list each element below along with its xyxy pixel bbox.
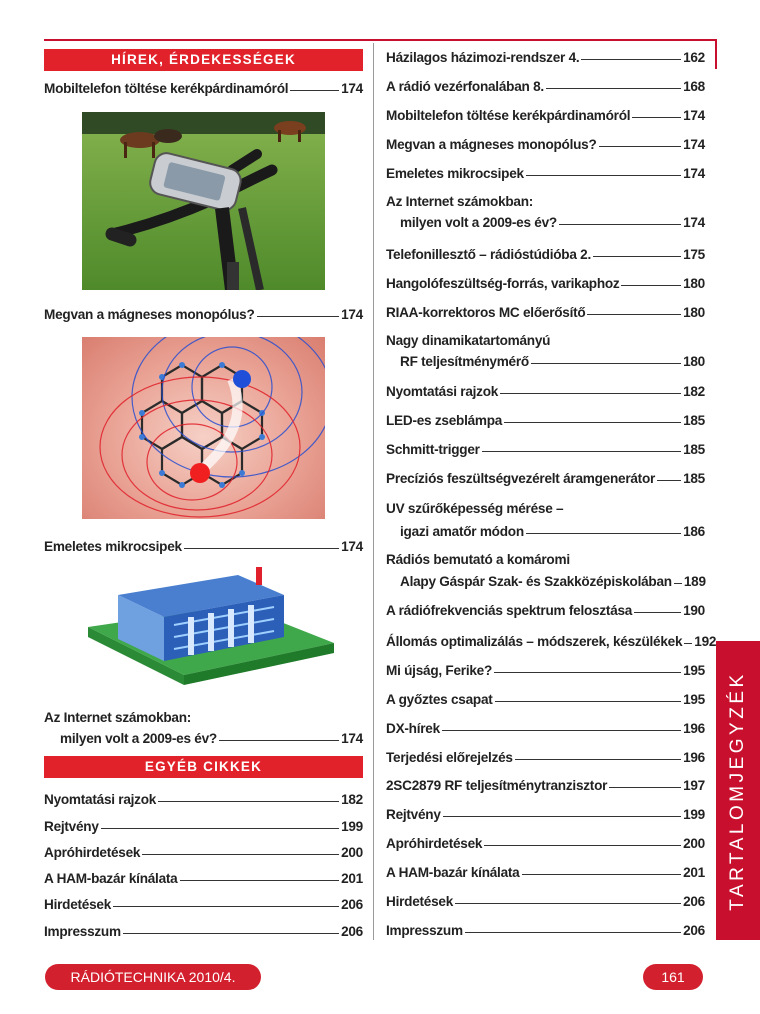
top-rule-corner xyxy=(715,39,717,69)
toc-entry[interactable]: A rádió vezérfonalában 8. 168 xyxy=(386,79,705,94)
magazine-issue-label: RÁDIÓTECHNIKA 2010/4. xyxy=(45,964,261,990)
other-item[interactable]: Apróhirdetések 200 xyxy=(44,845,363,860)
toc-entry[interactable]: RF teljesítménymérő 180 xyxy=(400,354,705,369)
toc-entry-line1[interactable]: Nagy dinamikatartományú xyxy=(386,333,551,348)
news-item[interactable]: Megvan a mágneses monopólus? 174 xyxy=(44,307,363,322)
toc-entry-line1[interactable]: Az Internet számokban: xyxy=(386,194,534,209)
toc-entry-line1[interactable]: Rádiós bemutató a komáromi xyxy=(386,552,570,567)
toc-entry[interactable]: Megvan a mágneses monopólus? 174 xyxy=(386,137,705,152)
toc-entry[interactable]: A HAM-bazár kínálata 201 xyxy=(386,865,705,880)
toc-entry[interactable]: Impresszum 206 xyxy=(386,923,705,938)
column-divider xyxy=(373,43,374,940)
news-item[interactable]: Mobiltelefon töltése kerékpárdinamóról 174 xyxy=(44,81,363,96)
toc-entry[interactable]: Emeletes mikrocsipek 174 xyxy=(386,166,705,181)
table-of-contents-side-tab xyxy=(716,641,760,940)
news-item[interactable]: milyen volt a 2009-es év? 174 xyxy=(60,731,363,746)
side-tab-label: TARTALOMJEGYZÉK xyxy=(727,670,748,911)
page-number: 161 xyxy=(643,964,703,990)
toc-entry[interactable]: Schmitt-trigger 185 xyxy=(386,442,705,457)
toc-entry[interactable]: Precíziós feszültségvezérelt áramgenerátor 185 xyxy=(386,471,705,486)
toc-entry[interactable]: Házilagos házimozi-rendszer 4. 162 xyxy=(386,50,705,65)
toc-entry[interactable]: Hirdetések 206 xyxy=(386,894,705,909)
other-articles-banner: EGYÉB CIKKEK xyxy=(44,756,363,778)
magnetic-monopole-illustration xyxy=(82,337,325,519)
other-item[interactable]: Nyomtatási rajzok 182 xyxy=(44,792,363,807)
toc-entry[interactable]: Nyomtatási rajzok 182 xyxy=(386,384,705,399)
toc-entry[interactable]: DX-hírek 196 xyxy=(386,721,705,736)
toc-entry[interactable]: A rádiófrekvenciás spektrum felosztása 190 xyxy=(386,603,705,618)
toc-entry-line1[interactable]: UV szűrőképesség mérése – xyxy=(386,501,564,516)
toc-entry[interactable]: Apróhirdetések 200 xyxy=(386,836,705,851)
news-item[interactable]: Emeletes mikrocsipek 174 xyxy=(44,539,363,554)
toc-entry[interactable]: Mi újság, Ferike? 195 xyxy=(386,663,705,678)
other-item[interactable]: Rejtvény 199 xyxy=(44,819,363,834)
toc-entry[interactable]: Telefonillesztő – rádióstúdióba 2. 175 xyxy=(386,247,705,262)
toc-entry[interactable]: RIAA-korrektoros MC előerősítő 180 xyxy=(386,305,705,320)
top-rule xyxy=(44,39,717,41)
toc-entry[interactable]: Terjedési előrejelzés 196 xyxy=(386,750,705,765)
other-item[interactable]: Hirdetések 206 xyxy=(44,897,363,912)
toc-entry[interactable]: Rejtvény 199 xyxy=(386,807,705,822)
toc-entry[interactable]: Alapy Gáspár Szak- és Szakközépiskolában 189 xyxy=(400,574,706,589)
toc-entry[interactable]: Állomás optimalizálás – módszerek, készülékek 192 xyxy=(386,634,717,649)
toc-entry[interactable]: milyen volt a 2009-es év? 174 xyxy=(400,215,705,230)
toc-entry[interactable]: Mobiltelefon töltése kerékpárdinamóról 174 xyxy=(386,108,705,123)
toc-entry[interactable]: 2SC2879 RF teljesítménytranzisztor 197 xyxy=(386,778,705,793)
toc-entry[interactable]: A győztes csapat 195 xyxy=(386,692,705,707)
bicycle-dynamo-photo xyxy=(82,112,325,290)
news-item-line1[interactable]: Az Internet számokban: xyxy=(44,710,192,725)
toc-entry[interactable]: igazi amatőr módon 186 xyxy=(400,524,705,539)
other-item[interactable]: Impresszum 206 xyxy=(44,924,363,939)
stacked-microchip-illustration xyxy=(88,565,334,689)
toc-entry[interactable]: LED-es zseblámpa 185 xyxy=(386,413,705,428)
toc-entry[interactable]: Hangolófeszültség-forrás, varikaphoz 180 xyxy=(386,276,705,291)
other-item[interactable]: A HAM-bazár kínálata 201 xyxy=(44,871,363,886)
news-banner: HÍREK, ÉRDEKESSÉGEK xyxy=(44,49,363,71)
